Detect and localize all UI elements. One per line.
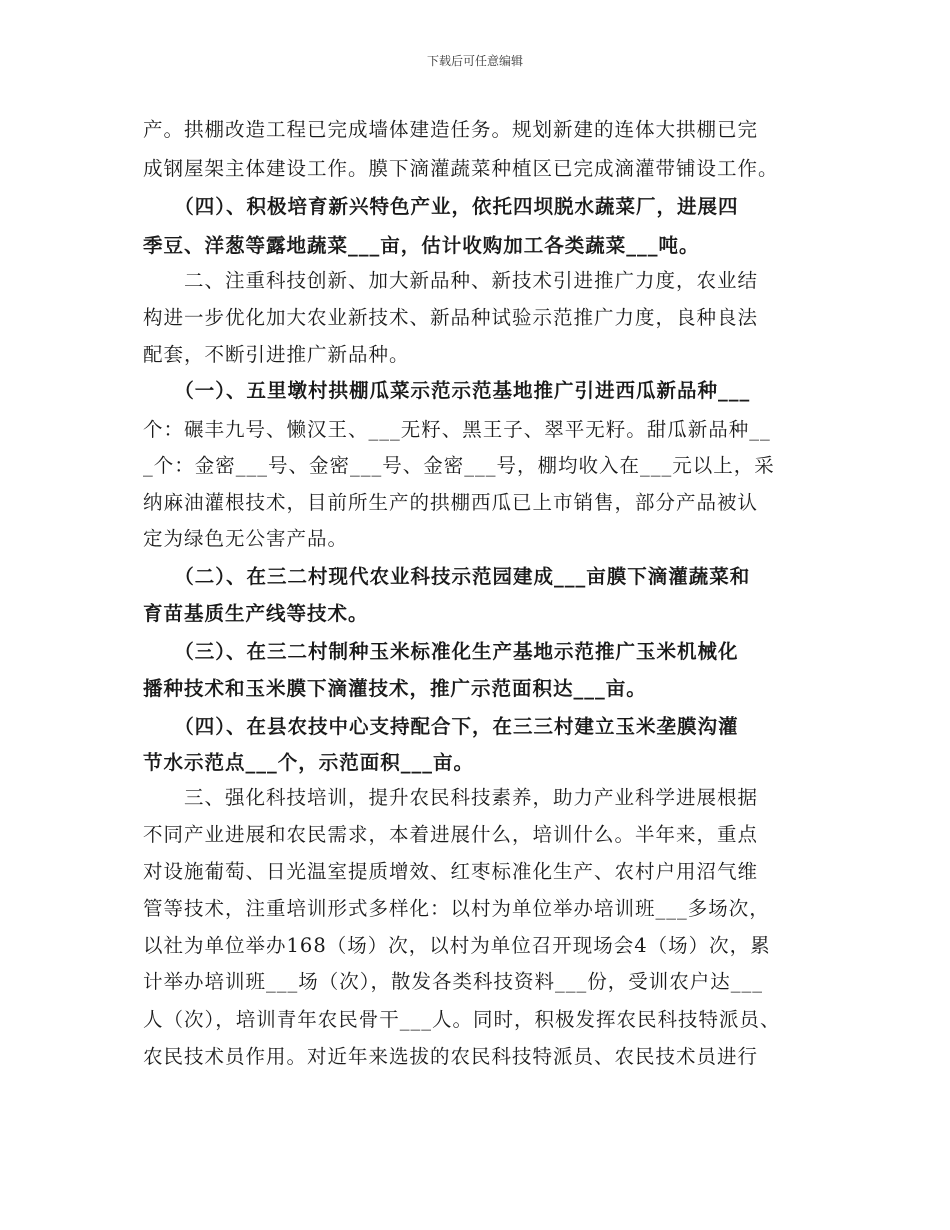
text-line: （二）、在三二村现代农业科技示范园建成___亩膜下滴灌蔬菜和 [143, 565, 751, 588]
text-line: 个：碾丰九号、懒汉王、___无籽、黑王子、翠平无籽。甜瓜新品种__ [143, 418, 771, 441]
text-line: 人（次），培训青年农民骨干___人。同时，积极发挥农民科技特派员、 [143, 1008, 781, 1031]
text-line: （四）、在县农技中心支持配合下，在三三村建立玉米垄膜沟灌 [143, 715, 739, 738]
text-line: 定为绿色无公害产品。 [143, 527, 349, 550]
text-line: 农民技术员作用。对近年来选拔的农民科技特派员、农民技术员进行 [143, 1045, 759, 1068]
text-line: 纳麻油灌根技术，目前所生产的拱棚西瓜已上市销售，部分产品被认 [143, 491, 759, 514]
text-line: 管等技术，注重培训形式多样化：以村为单位举办培训班___多场次， [143, 897, 770, 920]
text-line: 对设施葡萄、日光温室提质增效、红枣标准化生产、农村户用沼气维 [143, 860, 759, 883]
text-line: 计举办培训班___场（次），散发各类科技资料___份，受训农户达___ [143, 970, 764, 993]
text-line: 三、强化科技培训，提升农民科技素养，助力产业科学进展根据 [143, 786, 759, 809]
text-line: 二、注重科技创新、加大新品种、新技术引进推广力度，农业结 [143, 269, 759, 292]
text-line: （一）、五里墩村拱棚瓜菜示范示范基地推广引进西瓜新品种___ [143, 379, 751, 402]
text-line: _个：金密___号、金密___号、金密___号，棚均收入在___元以上，采 [143, 454, 775, 477]
text-line: 播种技术和玉米膜下滴灌技术，推广示范面积达___亩。 [143, 677, 647, 700]
page-header-note: 下载后可任意编辑 [426, 54, 523, 68]
text-line: 节水示范点___个，示范面积___亩。 [143, 751, 475, 774]
text-line: （四）、积极培育新兴特色产业，依托四坝脱水蔬菜厂，进展四 [143, 195, 739, 218]
text-line: 以社为单位举办168（场）次，以村为单位召开现场会4（场）次，累 [143, 934, 771, 957]
text-line: 配套，不断引进推广新品种。 [143, 343, 410, 366]
text-line: 成钢屋架主体建设工作。膜下滴灌蔬菜种植区已完成滴灌带铺设工作。 [143, 157, 779, 180]
text-line: （三）、在三二村制种玉米标准化生产基地示范推广玉米机械化 [143, 640, 739, 663]
text-line: 产。拱棚改造工程已完成墙体建造任务。规划新建的连体大拱棚已完 [143, 118, 759, 141]
text-line: 育苗基质生产线等技术。 [143, 602, 369, 625]
text-line: 不同产业进展和农民需求，本着进展什么，培训什么。半年来，重点 [143, 823, 759, 846]
text-line: 季豆、洋葱等露地蔬菜___亩，估计收购加工各类蔬菜___吨。 [143, 234, 700, 257]
text-line: 构进一步优化加大农业新技术、新品种试验示范推广力度，良种良法 [143, 306, 759, 329]
